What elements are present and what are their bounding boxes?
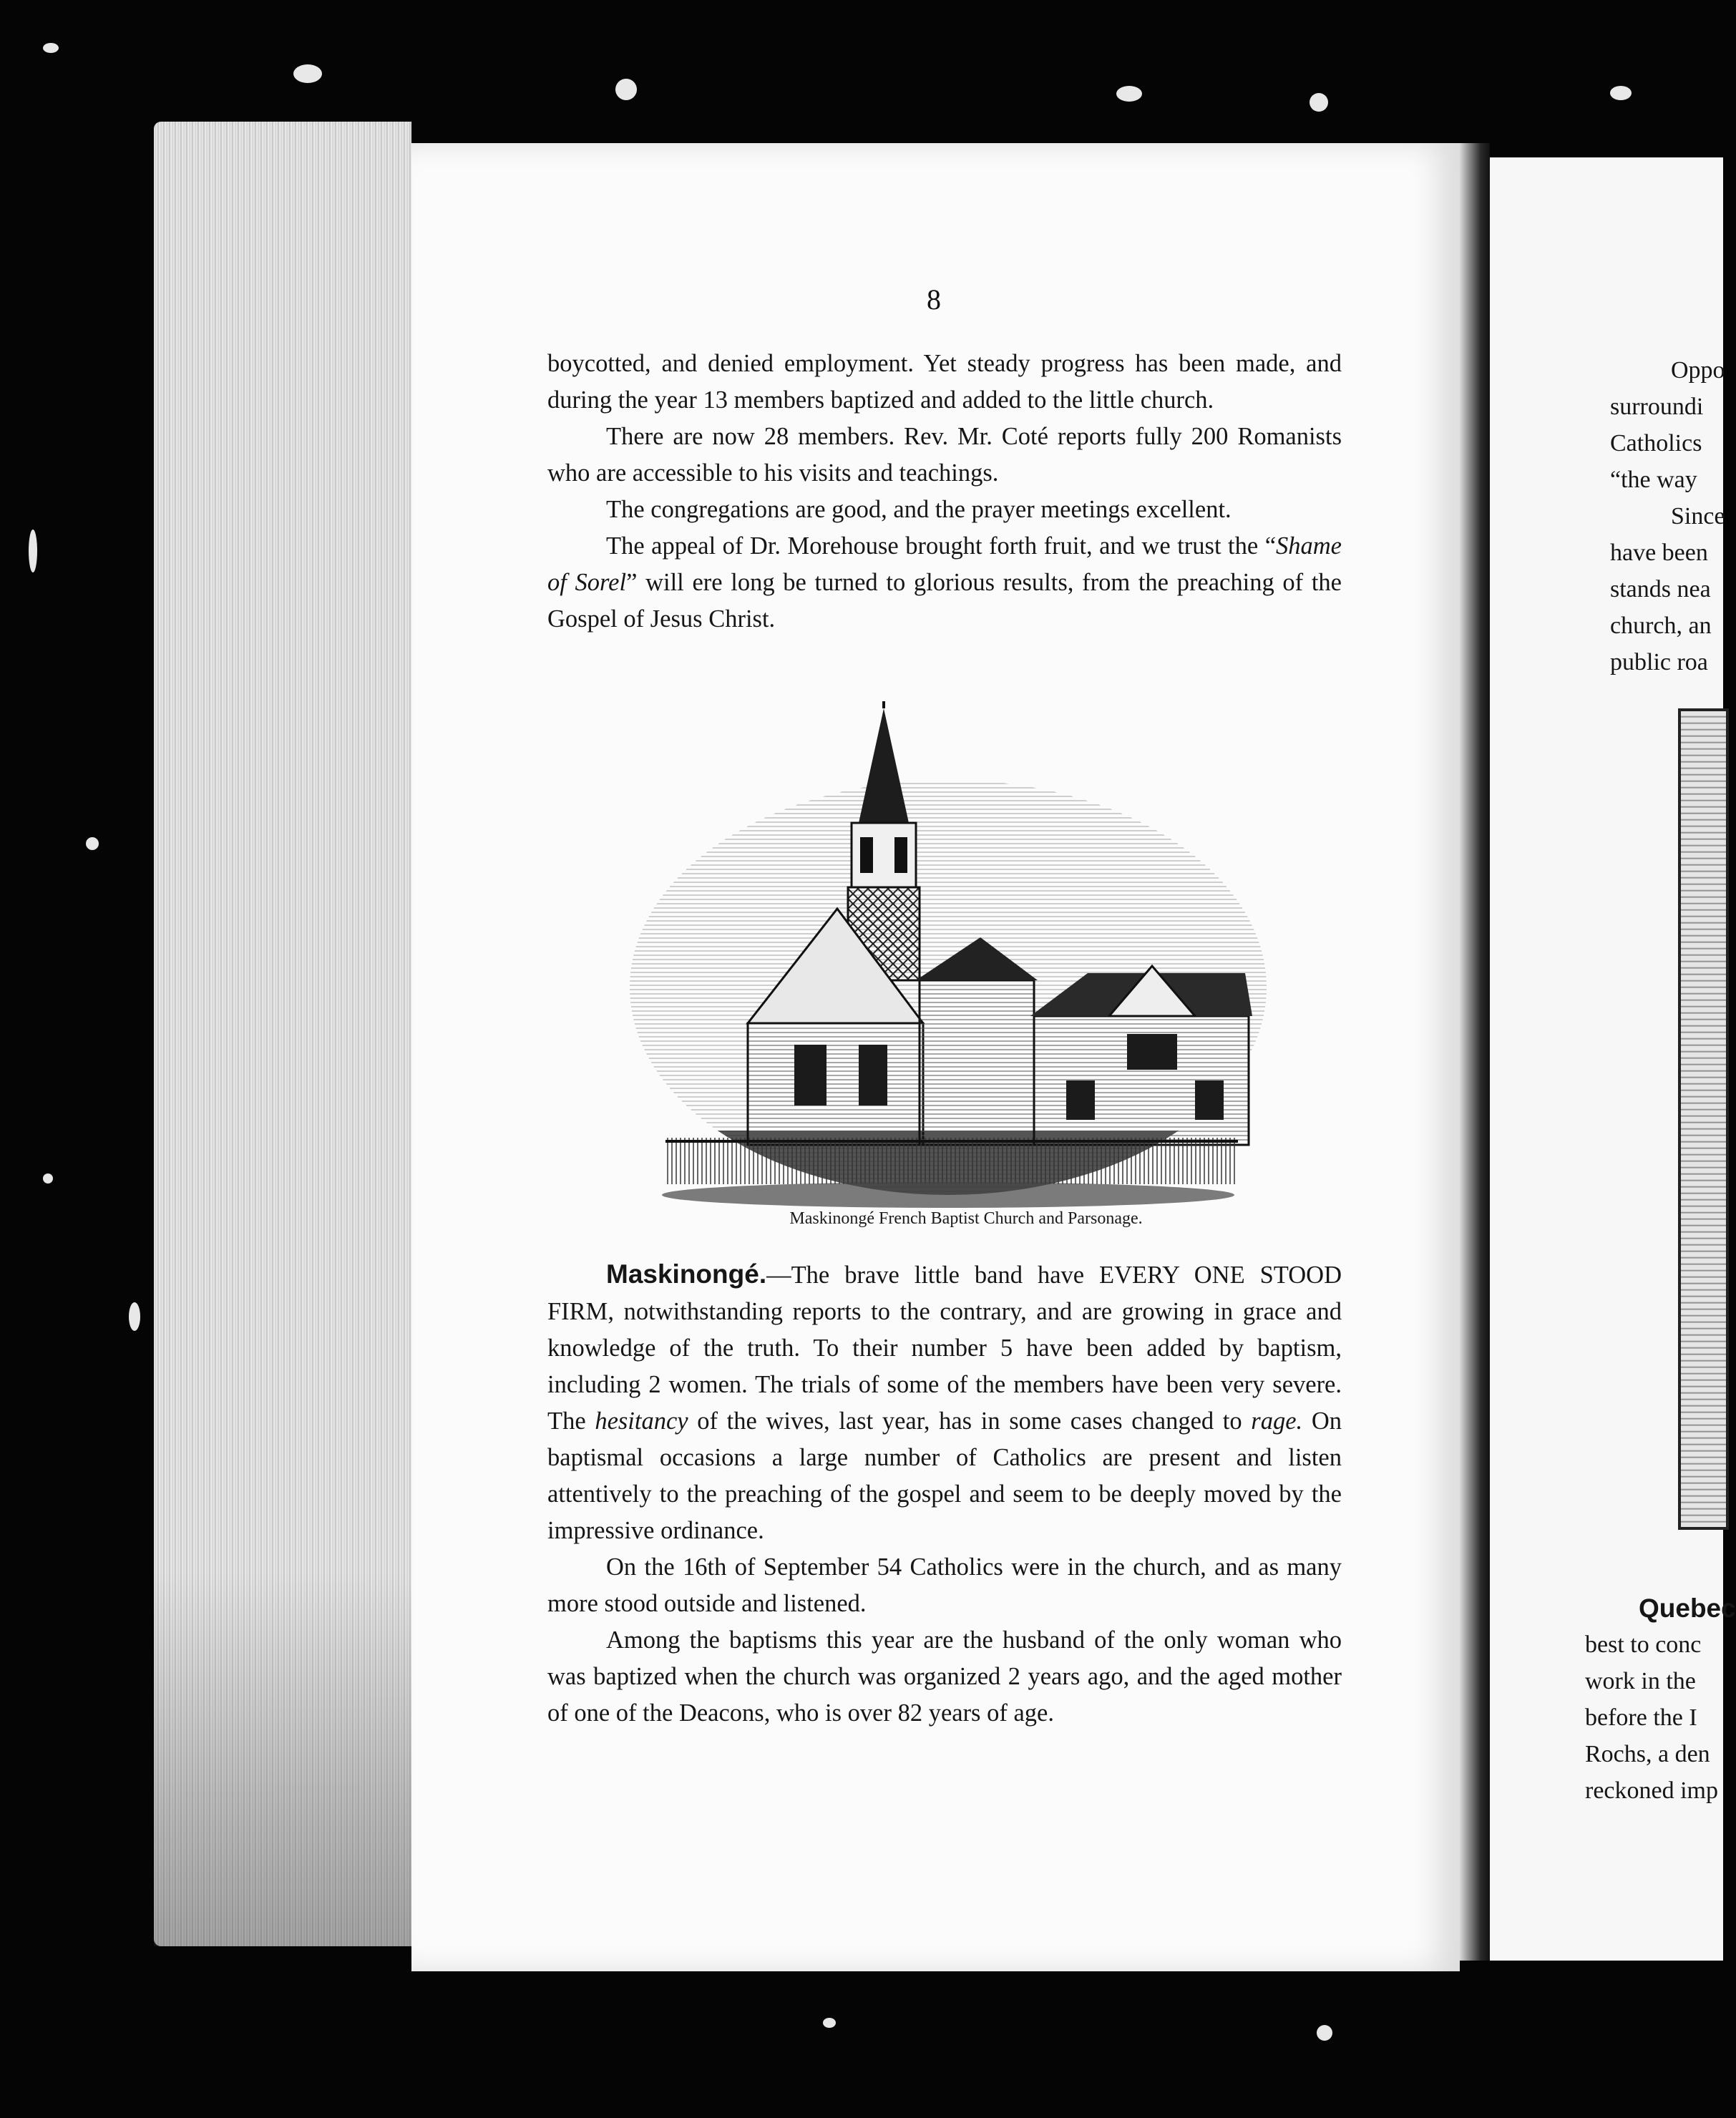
paragraph-2: There are now 28 members. Rev. Mr. Coté reports fully 200 Romanists who are accessible to his visits and teachings. (547, 423, 1342, 487)
text-block-top (547, 346, 1342, 638)
scan-speck (129, 1302, 140, 1331)
paragraph-5-text-mid: of the wives, last year, has in some cases changed to (688, 1407, 1252, 1435)
scan-speck (86, 837, 99, 850)
paragraph-5 (547, 1256, 1342, 1549)
right-page-line: stands nea (1610, 576, 1711, 602)
paragraph-5-italic-2: rage. (1251, 1407, 1303, 1435)
scan-speck (1610, 86, 1632, 100)
right-page-line: work in the (1585, 1668, 1696, 1694)
scan-speck (1310, 93, 1328, 112)
right-page-line: Catholics (1610, 430, 1702, 457)
scan-speck (1116, 86, 1142, 102)
paragraph-7: Among the baptisms this year are the husband of the only woman who was baptized when the church was organized 2 years ago, and the aged mother of one of the Deacons, who is over 82 years of age. (547, 1626, 1342, 1727)
scan-speck (43, 1173, 53, 1184)
right-page-heading: Quebec (1639, 1594, 1736, 1623)
scan-speck (43, 43, 59, 53)
text-block-bottom (547, 1256, 1342, 1732)
paragraph-5-text-end: On baptismal occasions a large number of Catholics are present and listen attentively to the preaching of the gospel and seem to be deeply moved by the impressive ordinance. (547, 1407, 1342, 1544)
right-page-line: Rochs, a den (1585, 1741, 1710, 1767)
book-gutter (1460, 143, 1490, 1961)
scan-speck (1317, 2025, 1332, 2041)
right-page-line: Oppo (1671, 357, 1725, 384)
paragraph-1: boycotted, and denied employment. Yet steady progress has been made, and during the year 13 members baptized and added to the little church. (547, 350, 1342, 414)
paragraph-4-italic: Shame of Sorel (547, 532, 1342, 596)
scan-speck (823, 2018, 836, 2028)
right-page-line: before the I (1585, 1704, 1697, 1731)
paragraph-4 (547, 528, 1342, 638)
right-page-line: reckoned imp (1585, 1777, 1718, 1804)
right-page-line: public roa (1610, 649, 1708, 675)
scan-speck (293, 64, 322, 83)
book-page-edges (154, 122, 411, 1946)
illustration-caption: Maskinongé French Baptist Church and Parsonage. (789, 1209, 1143, 1228)
paragraph-3: The congregations are good, and the prayer meetings excellent. (606, 496, 1232, 523)
church-engraving (623, 708, 1274, 1209)
right-page-line: surroundi (1610, 394, 1704, 420)
right-page-figure (1678, 708, 1729, 1530)
right-page-line: have been (1610, 540, 1708, 566)
scan-speck (615, 79, 637, 100)
right-page-line: “the way (1610, 467, 1697, 493)
paragraph-5-italic-1: hesitancy (595, 1407, 688, 1435)
right-page-line: church, an (1610, 613, 1712, 639)
right-page-line: Since (1671, 503, 1725, 530)
paragraph-5-text: —The brave little band have EVERY ONE STOOD FIRM, notwithstanding reports to the contrary, and are growing in grace and knowledge of the truth. To their number 5 have been added by baptism, including 2 women. The trials of some of the members have been very severe. The (547, 1261, 1342, 1435)
section-heading: Maskinongé. (606, 1259, 767, 1289)
page-number: 8 (927, 283, 941, 316)
paragraph-4-text-end: ” will ere long be turned to glorious results, from the preaching of the Gospel of Jesus Christ. (547, 569, 1342, 633)
paragraph-4-text: The appeal of Dr. Morehouse brought forth fruit, and we trust the “ (606, 532, 1277, 560)
scan-speck (29, 530, 37, 572)
paragraph-6: On the 16th of September 54 Catholics were in the church, and as many more stood outside and listened. (547, 1553, 1342, 1617)
right-page-line: best to conc (1585, 1631, 1702, 1658)
